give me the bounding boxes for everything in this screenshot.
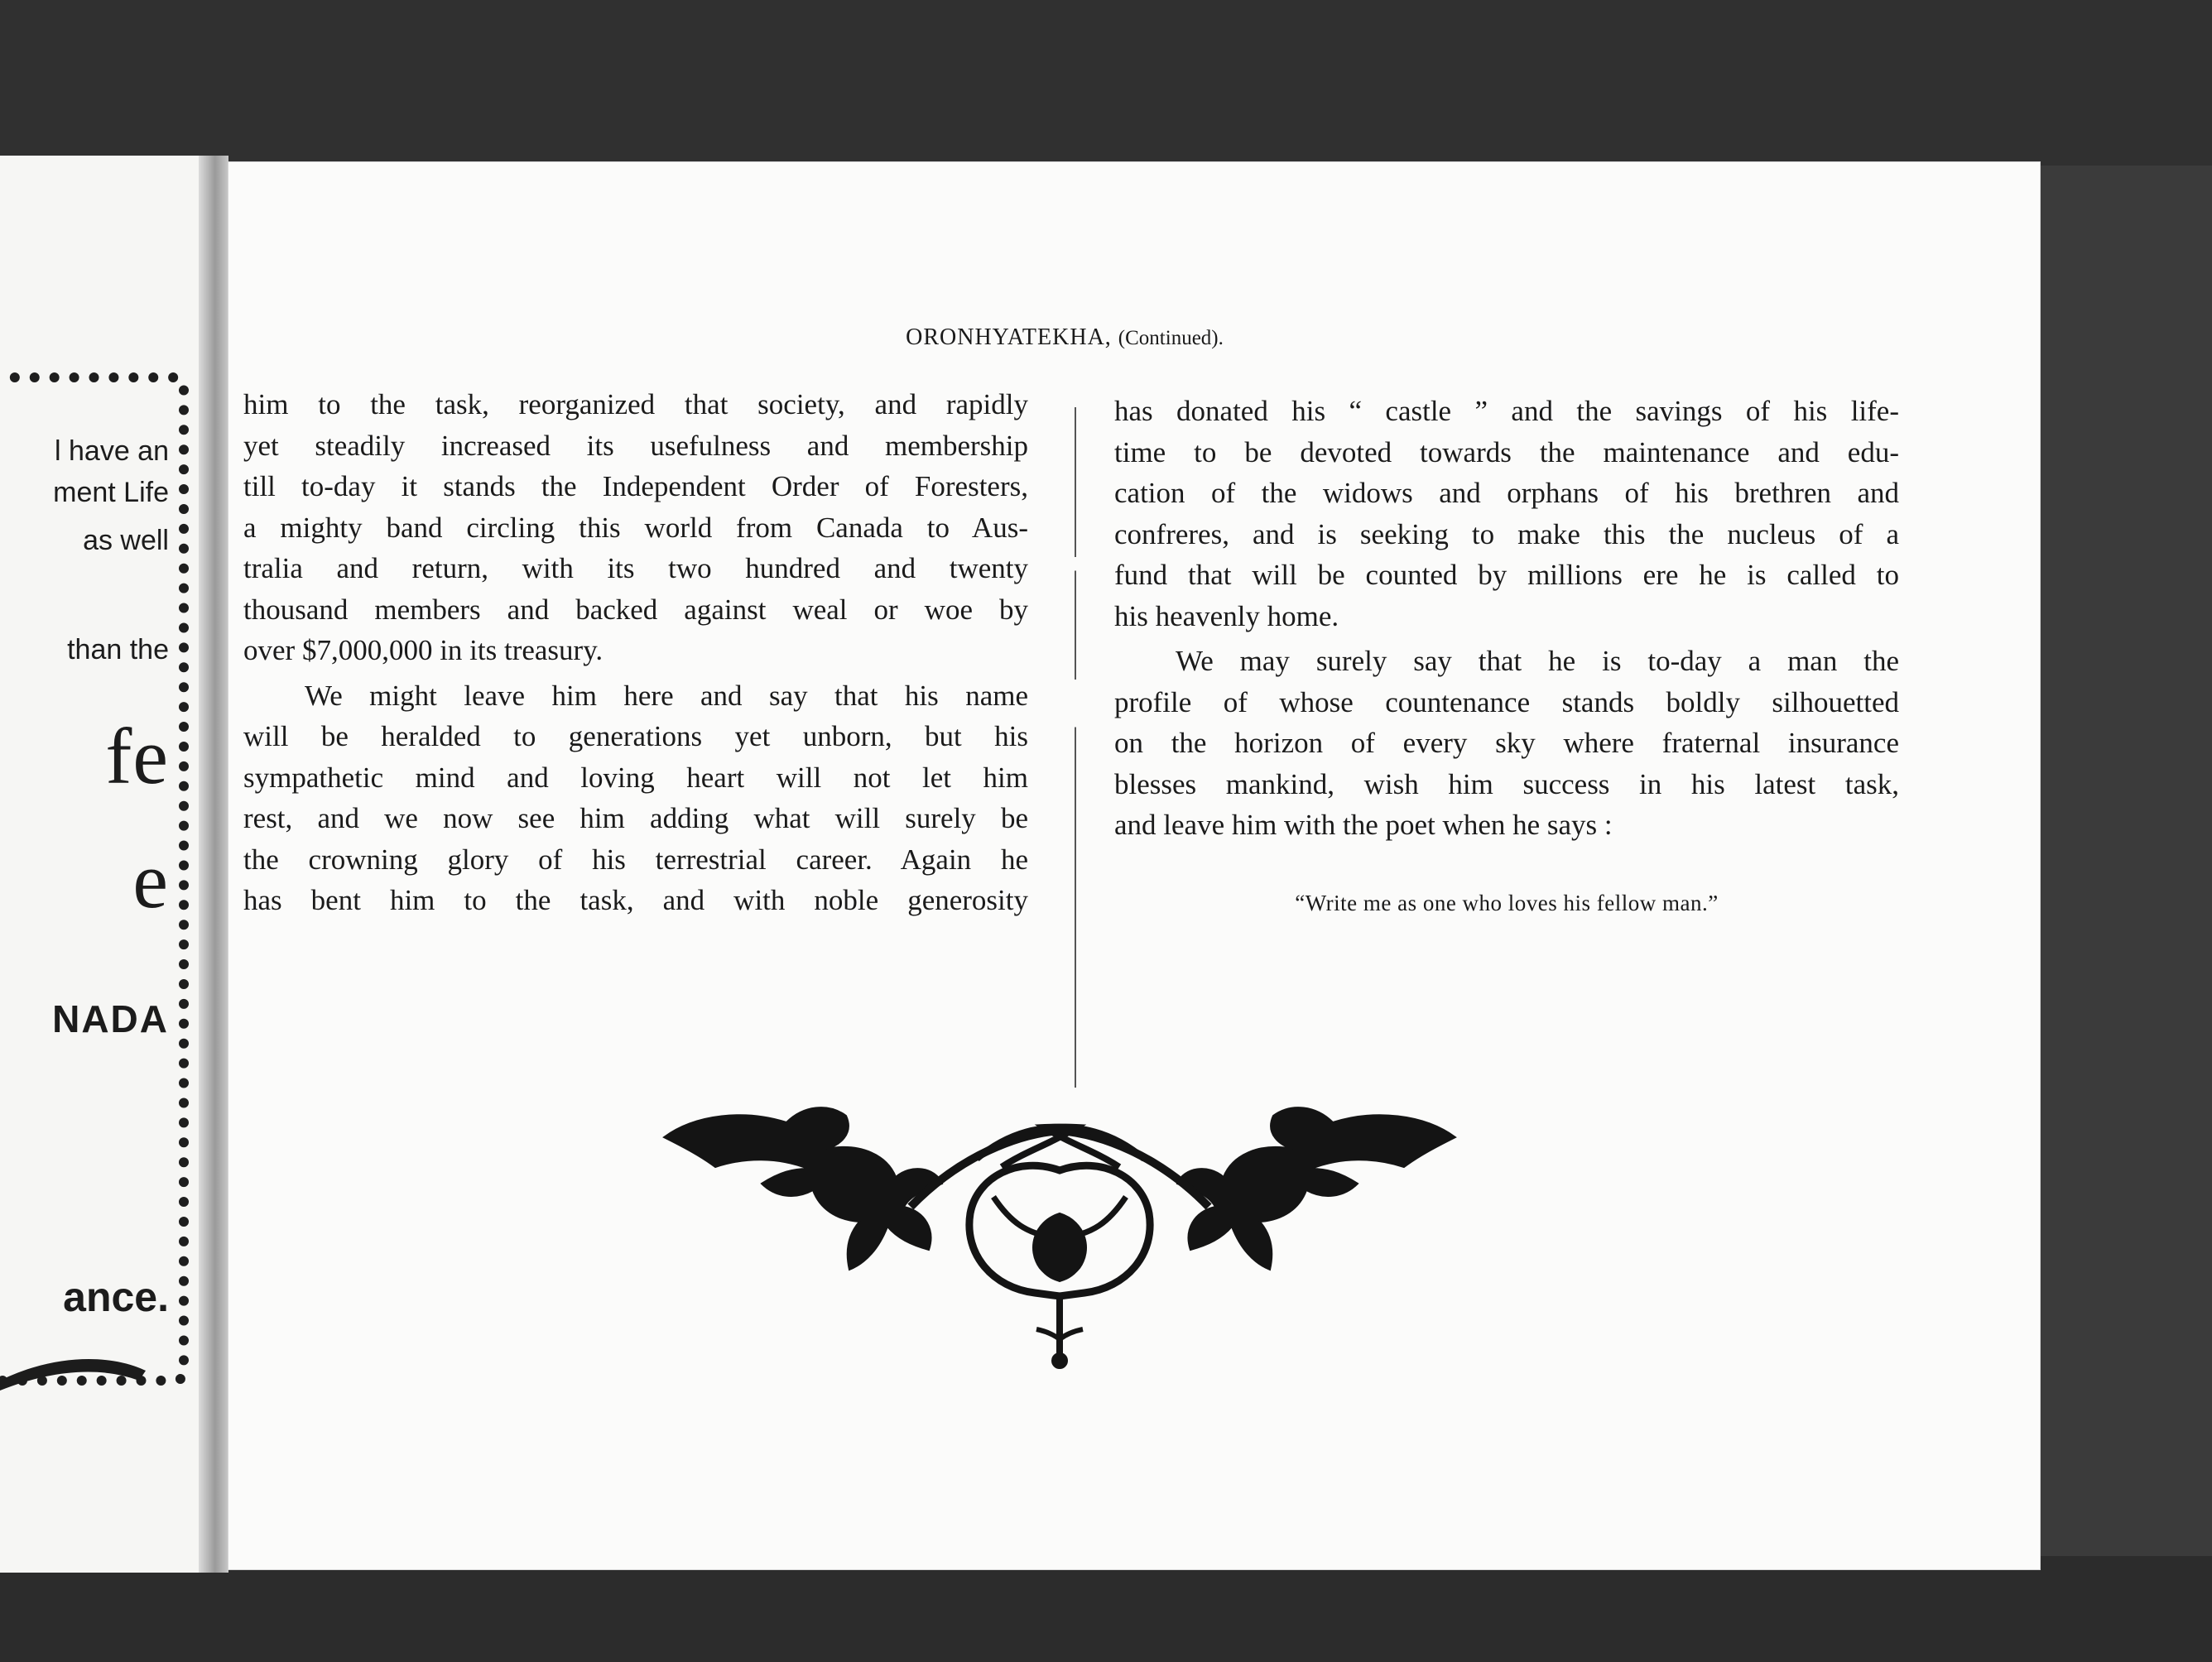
text-line: the crowning glory of his terrestrial career. Again he bbox=[243, 843, 1028, 876]
text-line: fund that will be counted by millions ere he is called to bbox=[1114, 559, 1899, 591]
text-line: time to be devoted towards the maintenance and edu- bbox=[1114, 435, 1899, 468]
ad-large-text-1: fe bbox=[105, 712, 169, 800]
ad-canada-text: NADA bbox=[52, 997, 169, 1040]
text-line: till to-day it stands the Independent Order of Foresters, bbox=[243, 470, 1028, 502]
paragraph bbox=[243, 675, 1028, 921]
text-line: over $7,000,000 in its treasury. bbox=[243, 634, 603, 666]
column-divider bbox=[1075, 407, 1076, 1088]
left-text-column bbox=[243, 384, 1028, 921]
text-line: blesses mankind, wish him success in his latest task, bbox=[1114, 767, 1899, 800]
previous-page-fragment bbox=[0, 156, 217, 1573]
text-line: confreres, and is seeking to make this the nucleus of a bbox=[1114, 517, 1899, 550]
scan-background-bottom bbox=[0, 1556, 2212, 1662]
text-line: a mighty band circling this world from Canada to Aus- bbox=[243, 511, 1028, 544]
text-line: sympathetic mind and loving heart will not let him bbox=[243, 761, 1028, 794]
poet-quote: “Write me as one who loves his fellow man.” bbox=[1295, 891, 1719, 915]
text-line: cation of the widows and orphans of his brethren and bbox=[1114, 477, 1899, 509]
text-line: has bent him to the task, and with noble generosity bbox=[243, 884, 1028, 916]
text-line: profile of whose countenance stands boldly silhouetted bbox=[1114, 685, 1899, 718]
header-title: ORONHYATEKHA, bbox=[906, 324, 1112, 350]
text-line: yet steadily increased its usefulness and membership bbox=[243, 429, 1028, 462]
text-line: rest, and we now see him adding what will surely be bbox=[243, 802, 1028, 834]
floral-ornament-icon bbox=[662, 1098, 1457, 1528]
text-line: on the horizon of every sky where fraternal insurance bbox=[1114, 727, 1899, 759]
paragraph bbox=[1114, 641, 1899, 846]
text-line: him to the task, reorganized that society, and rapidly bbox=[243, 388, 1028, 420]
paragraph bbox=[243, 384, 1028, 671]
ad-ance-text: ance. bbox=[63, 1274, 169, 1320]
text-line: We may surely say that he is to-day a man the bbox=[1176, 645, 1899, 677]
scan-background-top bbox=[0, 0, 2212, 166]
ad-text-line-4: than the bbox=[67, 634, 169, 665]
paragraph bbox=[1114, 391, 1899, 636]
header-continued: (Continued). bbox=[1118, 327, 1224, 349]
right-text-column bbox=[1114, 391, 1899, 846]
text-line: tralia and return, with its two hundred and twenty bbox=[243, 552, 1028, 584]
page-header bbox=[642, 324, 1487, 351]
ad-text-line-1: l have an bbox=[55, 435, 169, 467]
ad-swoosh-decoration bbox=[0, 1347, 166, 1414]
text-line: thousand members and backed against weal or woe by bbox=[243, 593, 1028, 626]
document-page bbox=[228, 162, 2040, 1569]
ad-large-text-2: e bbox=[132, 836, 169, 925]
ad-text-line-2: ment Life bbox=[53, 477, 169, 508]
text-line: has donated his “ castle ” and the savings of his life- bbox=[1114, 395, 1899, 427]
text-line: will be heralded to generations yet unborn, but his bbox=[243, 720, 1028, 752]
text-line: We might leave him here and say that his name bbox=[305, 679, 1028, 712]
book-gutter bbox=[199, 156, 228, 1573]
ad-text-line-3: as well bbox=[83, 525, 169, 556]
text-line: his heavenly home. bbox=[1114, 599, 1339, 632]
text-line: and leave him with the poet when he says : bbox=[1114, 809, 1613, 841]
